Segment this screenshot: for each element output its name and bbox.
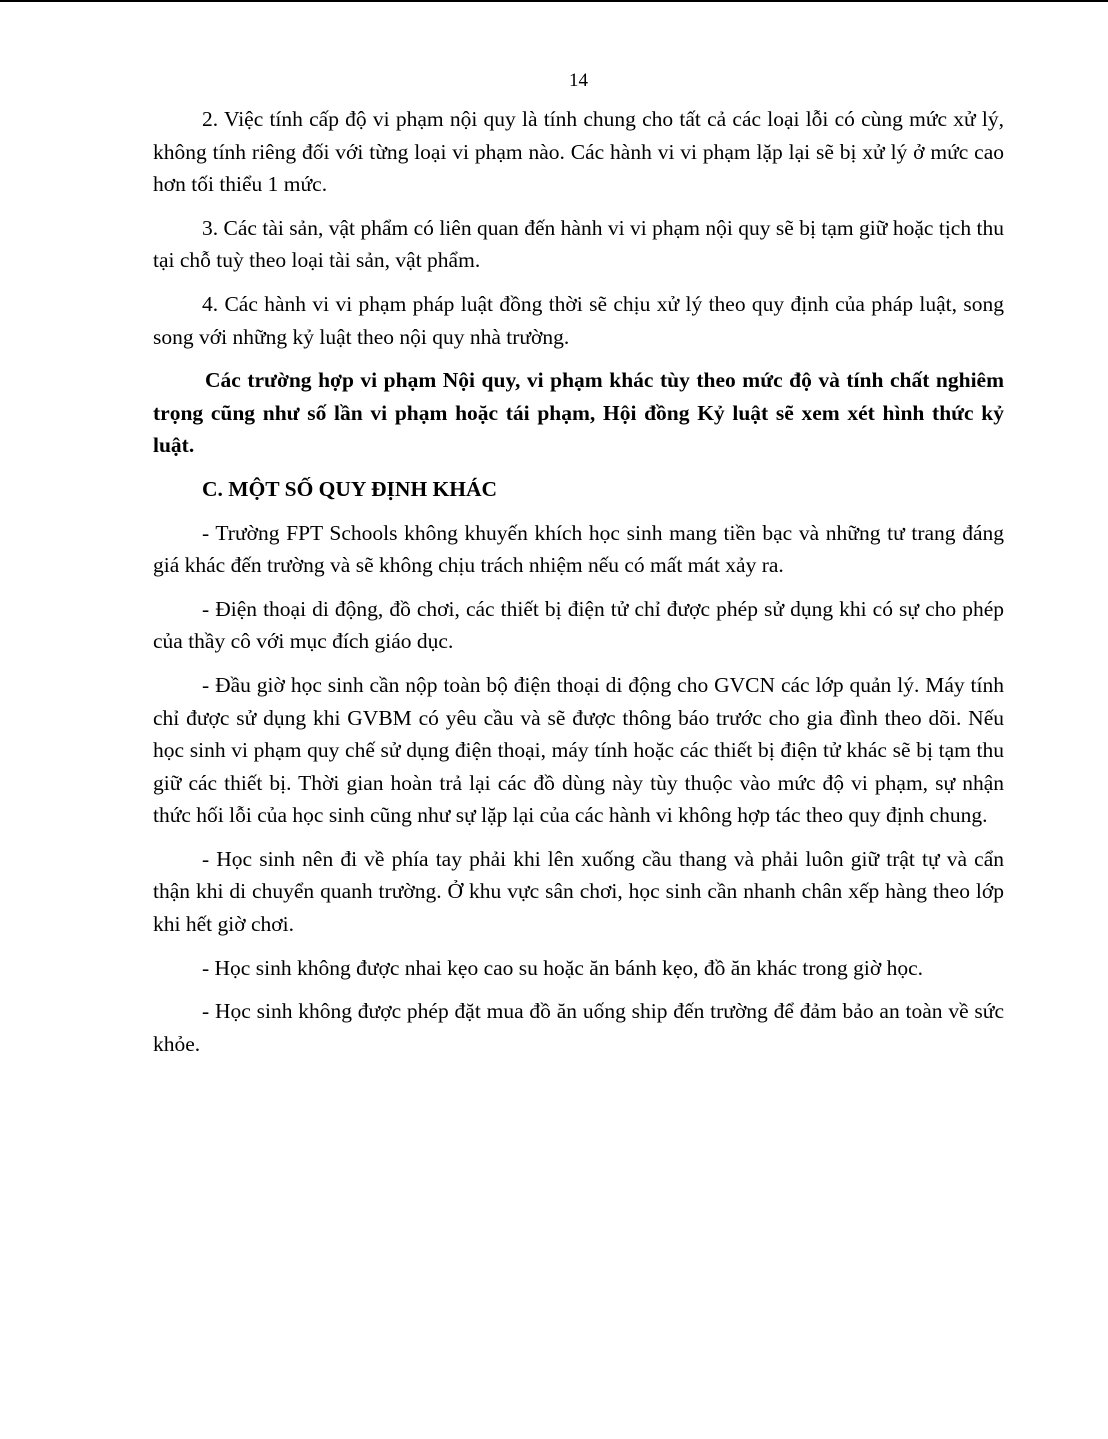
rule-no-food-delivery: - Học sinh không được phép đặt mua đồ ăn uống ship đến trường để đảm bảo an toàn về sức khỏe. — [153, 999, 1004, 1056]
paragraph-item-2: 2. Việc tính cấp độ vi phạm nội quy là tính chung cho tất cả các loại lỗi có cùng mức xử lý, không tính riêng đối với từng loại vi phạm nào. Các hành vi vi phạm lặp lại sẽ bị xử lý ở mức cao hơn tối thiểu 1 mức. — [153, 107, 1004, 197]
disciplinary-note: Các trường hợp vi phạm Nội quy, vi phạm khác tùy theo mức độ và tính chất nghiêm trọng cũng như số lần vi phạm hoặc tái phạm, Hội đồng Kỷ luật sẽ xem xét hình thức kỷ luật. — [153, 368, 1004, 458]
paragraph-item-4: 4. Các hành vi vi phạm pháp luật đồng thời sẽ chịu xử lý theo quy định của pháp luật, song song với những kỷ luật theo nội quy nhà trường. — [153, 291, 1004, 349]
rule-valuables: - Trường FPT Schools không khuyến khích học sinh mang tiền bạc và những tư trang đáng giá khác đến trường và sẽ không chịu trách nhiệm nếu có mất mát xảy ra. — [153, 520, 1004, 578]
page-number: 14 — [569, 70, 588, 91]
section-heading: C. MỘT SỐ QUY ĐỊNH KHÁC — [202, 476, 498, 501]
rule-devices-permission: - Điện thoại di động, đồ chơi, các thiết bị điện tử chỉ được phép sử dụng khi có sự cho phép của thầy cô với mục đích giáo dục. — [153, 596, 1004, 654]
document-body — [153, 103, 1004, 1071]
rule-phone-submission: - Đầu giờ học sinh cần nộp toàn bộ điện thoại di động cho GVCN các lớp quản lý. Máy tính chỉ được sử dụng khi GVBM có yêu cầu và sẽ được thông báo trước cho gia đình theo dõi. Nếu học sinh vi phạm quy chế sử dụng điện thoại, máy tính hoặc các thiết bị điện tử khác sẽ bị tạm thu giữ các thiết bị. Thời gian hoàn trả lại các đồ dùng này tùy thuộc vào mức độ vi phạm, sự nhận thức hối lỗi của học sinh cũng như sự lặp lại của các hành vi không hợp tác theo quy định chung. — [153, 672, 1004, 828]
paragraph-item-3: 3. Các tài sản, vật phẩm có liên quan đến hành vi vi phạm nội quy sẽ bị tạm giữ hoặc tịch thu tại chỗ tuỳ theo loại tài sản, vật phẩm. — [153, 215, 1004, 273]
rule-movement: - Học sinh nên đi về phía tay phải khi lên xuống cầu thang và phải luôn giữ trật tự và cẩn thận khi di chuyển quanh trường. Ở khu vực sân chơi, học sinh cần nhanh chân xếp hàng theo lớp khi hết giờ chơi. — [153, 846, 1004, 937]
rule-no-food-in-class: - Học sinh không được nhai kẹo cao su hoặc ăn bánh kẹo, đồ ăn khác trong giờ học. — [202, 955, 924, 980]
